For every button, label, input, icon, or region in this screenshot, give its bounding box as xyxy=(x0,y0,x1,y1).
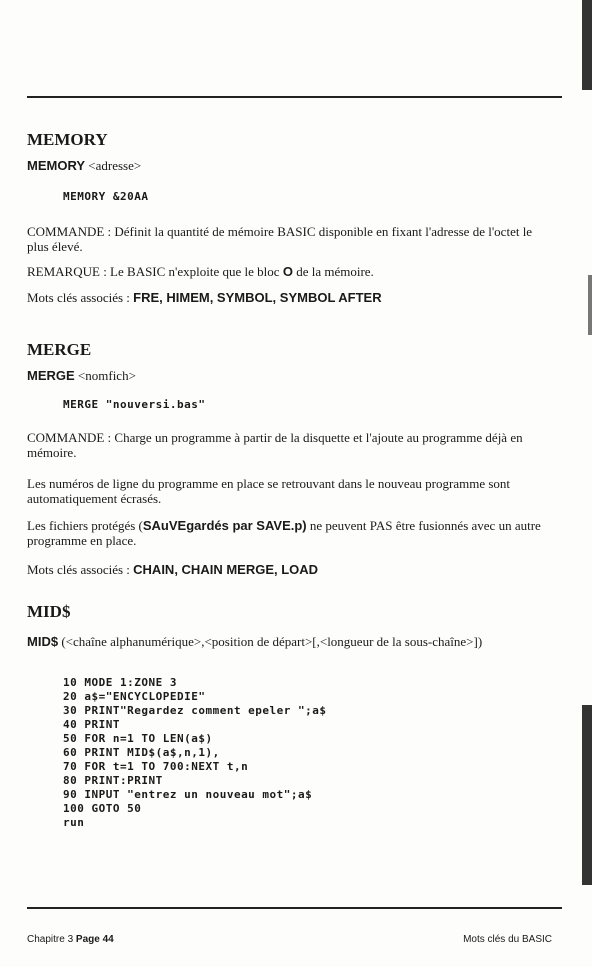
memory-remarque xyxy=(27,264,555,290)
merge-line-numbers-note: Les numéros de ligne du programme en place se retrouvant dans le nouveau programme sont automatiquement écrasés. xyxy=(27,476,511,506)
code-line: 100 GOTO 50 xyxy=(63,802,142,815)
memory-remarque-text: REMARQUE : Le BASIC n'exploite que le bloc xyxy=(27,264,280,279)
merge-protected-text: Les fichiers protégés ( xyxy=(27,518,143,533)
memory-syntax-keyword: MEMORY xyxy=(27,158,86,173)
merge-related-keywords xyxy=(27,562,555,602)
memory-commande: COMMANDE : Définit la quantité de mémoire BASIC disponible en fixant l'adresse de l'octet le plus élevé. xyxy=(27,224,533,254)
footer-page-number: Page 44 xyxy=(75,934,114,945)
footer-chapter: Chapitre 3 xyxy=(27,934,74,945)
memory-related-keywords xyxy=(27,290,555,340)
code-line: 40 PRINT xyxy=(63,718,120,731)
mids-syntax-keyword: MID$ xyxy=(27,634,59,649)
merge-syntax xyxy=(27,368,555,398)
merge-protected-keyword: SAuVEgardés par SAVE.p) xyxy=(142,518,307,533)
page-content xyxy=(27,130,555,830)
top-rule xyxy=(27,96,562,98)
merge-related-label: Mots clés associés : xyxy=(27,562,130,577)
merge-syntax-argument: <nomfich> xyxy=(77,368,136,383)
memory-remarque-text-end: de la mémoire. xyxy=(296,264,374,279)
memory-syntax-argument: <adresse> xyxy=(88,158,142,173)
memory-related-list: FRE, HIMEM, SYMBOL, SYMBOL AFTER xyxy=(133,290,382,305)
scan-edge-mark xyxy=(582,0,592,90)
code-line: 70 FOR t=1 TO 700:NEXT t,n xyxy=(63,760,249,773)
code-line: run xyxy=(63,816,85,829)
bottom-rule xyxy=(27,907,562,909)
mids-syntax xyxy=(27,634,555,676)
code-line: 90 INPUT "entrez un nouveau mot";a$ xyxy=(63,788,313,801)
footer-left xyxy=(27,934,114,945)
section-heading-mids: MID$ xyxy=(27,602,71,621)
code-line: 30 PRINT"Regardez comment epeler ";a$ xyxy=(63,704,327,717)
code-line: 60 PRINT MID$(a$,n,1), xyxy=(63,746,220,759)
merge-related-list: CHAIN, CHAIN MERGE, LOAD xyxy=(133,562,319,577)
merge-protected-text-end: ne peuvent PAS être fusionnés avec un autre programme en place. xyxy=(27,518,541,548)
merge-protected-note xyxy=(27,518,555,562)
mids-syntax-argument: (<chaîne alphanumérique>,<position de départ>[,<longueur de la sous-chaîne>]) xyxy=(61,634,483,649)
footer-section-title: Mots clés du BASIC xyxy=(463,934,552,945)
merge-commande: COMMANDE : Charge un programme à partir de la disquette et l'ajoute au programme déjà en mémoire. xyxy=(27,430,523,460)
section-heading-merge: MERGE xyxy=(27,340,92,359)
memory-related-label: Mots clés associés : xyxy=(27,290,130,305)
mids-code-listing xyxy=(27,676,555,830)
code-line: 80 PRINT:PRINT xyxy=(63,774,163,787)
code-line: 20 a$="ENCYCLOPEDIE" xyxy=(63,690,206,703)
memory-remarque-bloc: O xyxy=(282,264,293,279)
merge-example: MERGE "nouversi.bas" xyxy=(63,398,206,411)
section-heading-memory: MEMORY xyxy=(27,130,108,149)
code-line: 50 FOR n=1 TO LEN(a$) xyxy=(63,732,213,745)
memory-syntax xyxy=(27,158,555,190)
code-line: 10 MODE 1:ZONE 3 xyxy=(63,676,177,689)
scan-edge-mark xyxy=(582,705,592,885)
scan-edge-mark xyxy=(588,275,592,335)
memory-example: MEMORY &20AA xyxy=(63,190,149,203)
merge-syntax-keyword: MERGE xyxy=(27,368,75,383)
